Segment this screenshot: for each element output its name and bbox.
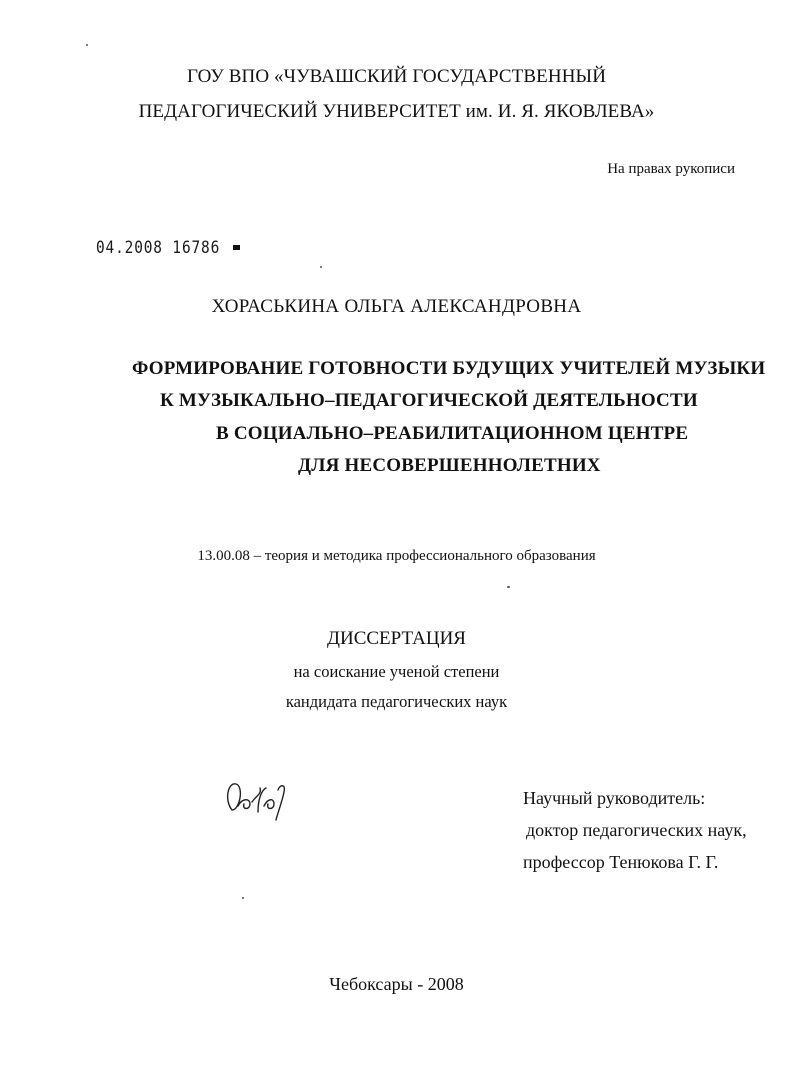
title-line-4: ДЛЯ НЕСОВЕРШЕННОЛЕТНИХ	[298, 455, 601, 476]
rights-note: На правах рукописи	[607, 161, 735, 177]
institution-line-1: ГОУ ВПО «ЧУВАШСКИЙ ГОСУДАРСТВЕННЫЙ	[186, 66, 607, 87]
author-name: ХОРАСЬКИНА ОЛЬГА АЛЕКСАНДРОВНА	[211, 296, 582, 317]
specialty-code: 13.00.08 – теория и методика профессионального образования	[197, 548, 596, 564]
institution-line-2: ПЕДАГОГИЧЕСКИЙ УНИВЕРСИТЕТ им. И. Я. ЯКОВЛЕВА»	[138, 101, 655, 122]
handwritten-signature	[222, 776, 300, 822]
advisor-label: Научный руководитель:	[523, 788, 706, 808]
library-stamp: 04.2008 16786	[96, 238, 221, 258]
title-line-2: К МУЗЫКАЛЬНО–ПЕДАГОГИЧЕСКОЙ ДЕЯТЕЛЬНОСТИ	[160, 390, 698, 411]
title-line-3: В СОЦИАЛЬНО–РЕАБИЛИТАЦИОННОМ ЦЕНТРЕ	[216, 423, 689, 444]
scan-speck	[320, 266, 322, 268]
scan-speck	[242, 897, 244, 899]
dissertation-type: ДИССЕРТАЦИЯ	[327, 628, 466, 649]
title-line-1: ФОРМИРОВАНИЕ ГОТОВНОСТИ БУДУЩИХ УЧИТЕЛЕЙ МУЗЫКИ	[132, 358, 766, 379]
scan-speck	[86, 44, 88, 46]
scan-speck	[507, 586, 510, 588]
advisor-degree: доктор педагогических наук,	[526, 820, 747, 840]
degree-line-2: кандидата педагогических наук	[285, 692, 508, 711]
degree-line-1: на соискание ученой степени	[293, 662, 500, 681]
place-year: Чебоксары - 2008	[329, 974, 464, 994]
stamp-mark	[233, 245, 240, 250]
advisor-name: профессор Тенюкова Г. Г.	[523, 852, 719, 872]
